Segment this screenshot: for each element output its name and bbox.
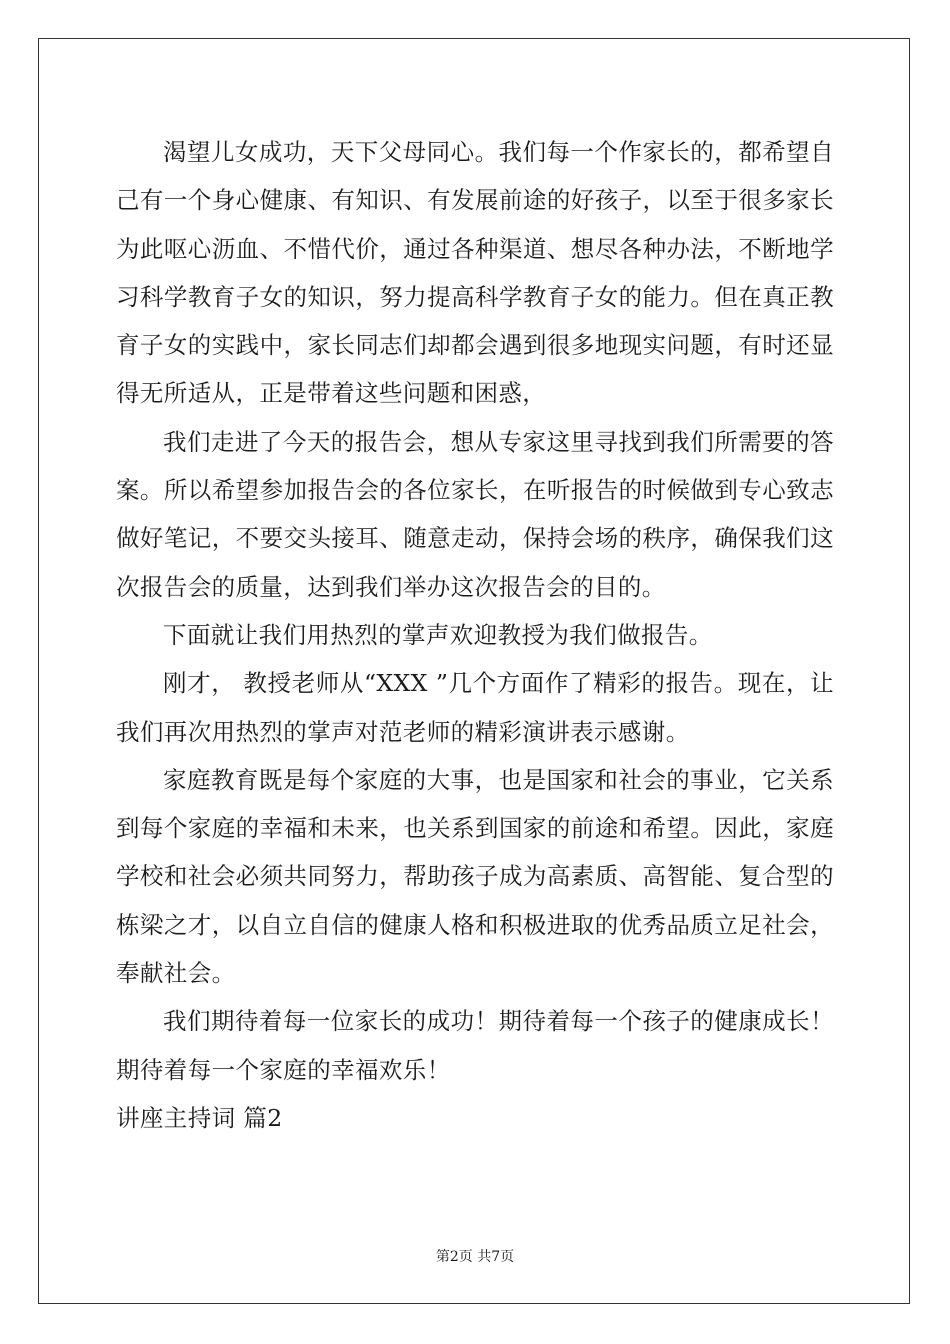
document-body	[116, 128, 834, 1142]
page-number: 第2页 共7页	[435, 1249, 515, 1265]
paragraph-4: 刚才， 教授老师从“XXX ”几个方面作了精彩的报告。现在，让我们再次用热烈的掌声对范老师的精彩演讲表示感谢。	[116, 669, 834, 746]
paragraph-6: 我们期待着每一位家长的成功！期待着每一个孩子的健康成长！期待着每一个家庭的幸福欢乐！	[116, 1007, 834, 1084]
section-heading: 讲座主持词 篇2	[116, 1103, 283, 1132]
paragraph-5: 家庭教育既是每个家庭的大事，也是国家和社会的事业，它关系到每个家庭的幸福和未来，也关系到国家的前途和希望。因此，家庭学校和社会必须共同努力，帮助孩子成为高素质、高智能、复合型的栋梁之才，以自立自信的健康人格和积极进取的优秀品质立足社会，奉献社会。	[116, 765, 834, 988]
paragraph-1: 渴望儿女成功，天下父母同心。我们每一个作家长的，都希望自己有一个身心健康、有知识、有发展前途的好孩子，以至于很多家长为此呕心沥血、不惜代价，通过各种渠道、想尽各种办法，不断地学习科学教育子女的知识，努力提高科学教育子女的能力。但在真正教育子女的实践中，家长同志们却都会遇到很多地现实问题，有时还显得无所适从，正是带着这些问题和困惑，	[116, 138, 834, 408]
paragraph-3: 下面就让我们用热烈的掌声欢迎教授为我们做报告。	[163, 620, 713, 649]
paragraph-2: 我们走进了今天的报告会，想从专家这里寻找到我们所需要的答案。所以希望参加报告会的各位家长，在听报告的时候做到专心致志做好笔记，不要交头接耳、随意走动，保持会场的秩序，确保我们这次报告会的质量，达到我们举办这次报告会的目的。	[116, 427, 834, 601]
